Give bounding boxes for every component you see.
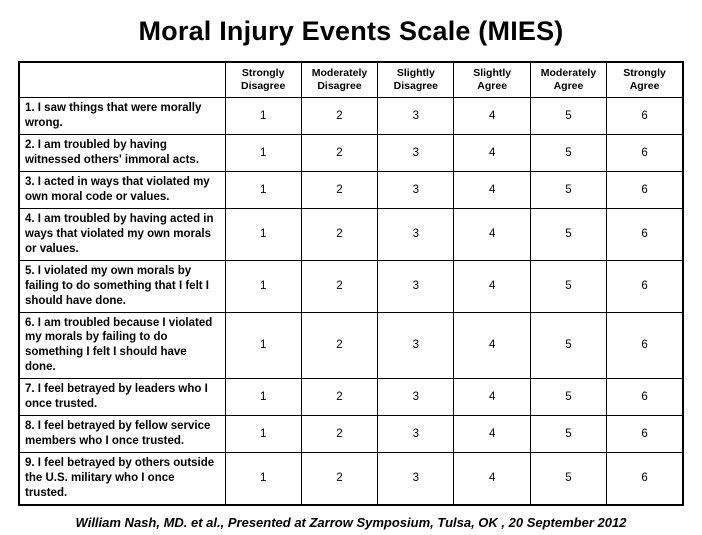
rating-value: 3 [378, 416, 454, 453]
item-label: 1. I saw things that were morally wrong. [19, 98, 225, 135]
table-row [19, 260, 683, 312]
rating-value: 1 [225, 453, 301, 505]
table-row [19, 416, 683, 453]
rating-value: 3 [378, 312, 454, 379]
rating-value: 6 [607, 172, 683, 209]
item-label: 4. I am troubled by having acted in ways that violated my own morals or values. [19, 208, 225, 260]
rating-value: 6 [607, 453, 683, 505]
rating-value: 6 [607, 135, 683, 172]
rating-value: 4 [454, 135, 530, 172]
rating-value: 3 [378, 379, 454, 416]
rating-value: 4 [454, 312, 530, 379]
rating-value: 5 [530, 260, 606, 312]
rating-value: 6 [607, 260, 683, 312]
column-header: Slightly Disagree [378, 62, 454, 98]
rating-value: 4 [454, 260, 530, 312]
rating-value: 1 [225, 260, 301, 312]
table-row [19, 208, 683, 260]
rating-value: 2 [301, 312, 377, 379]
rating-value: 5 [530, 416, 606, 453]
rating-value: 1 [225, 135, 301, 172]
column-header: Slightly Agree [454, 62, 530, 98]
item-label: 6. I am troubled because I violated my morals by failing to do something I felt I should have done. [19, 312, 225, 379]
rating-value: 2 [301, 379, 377, 416]
column-header: Strongly Disagree [225, 62, 301, 98]
rating-value: 4 [454, 416, 530, 453]
rating-value: 3 [378, 172, 454, 209]
rating-value: 1 [225, 379, 301, 416]
rating-value: 5 [530, 172, 606, 209]
rating-value: 2 [301, 416, 377, 453]
column-header: Moderately Agree [530, 62, 606, 98]
item-label: 9. I feel betrayed by others outside the U.S. military who I once trusted. [19, 453, 225, 505]
rating-value: 5 [530, 135, 606, 172]
rating-value: 4 [454, 98, 530, 135]
rating-value: 1 [225, 312, 301, 379]
table-row [19, 98, 683, 135]
table-row [19, 312, 683, 379]
rating-value: 6 [607, 208, 683, 260]
rating-value: 3 [378, 453, 454, 505]
rating-value: 5 [530, 453, 606, 505]
item-label: 5. I violated my own morals by failing to do something that I felt I should have done. [19, 260, 225, 312]
rating-value: 2 [301, 260, 377, 312]
rating-value: 3 [378, 98, 454, 135]
table-container [0, 61, 702, 506]
rating-value: 5 [530, 208, 606, 260]
item-label: 3. I acted in ways that violated my own moral code or values. [19, 172, 225, 209]
rating-value: 5 [530, 379, 606, 416]
rating-value: 6 [607, 379, 683, 416]
item-label: 2. I am troubled by having witnessed others' immoral acts. [19, 135, 225, 172]
rating-value: 4 [454, 172, 530, 209]
mies-table [18, 61, 684, 506]
page-title: Moral Injury Events Scale (MIES) [138, 16, 564, 46]
rating-value: 5 [530, 98, 606, 135]
table-row [19, 135, 683, 172]
rating-value: 1 [225, 416, 301, 453]
rating-value: 1 [225, 208, 301, 260]
citation-footer: William Nash, MD. et al., Presented at Zarrow Symposium, Tulsa, OK , 20 September 2012 [75, 514, 627, 530]
rating-value: 5 [530, 312, 606, 379]
rating-value: 2 [301, 135, 377, 172]
table-row [19, 453, 683, 505]
rating-value: 2 [301, 208, 377, 260]
item-label: 7. I feel betrayed by leaders who I once trusted. [19, 379, 225, 416]
rating-value: 4 [454, 208, 530, 260]
table-header-row [19, 62, 683, 98]
rating-value: 6 [607, 312, 683, 379]
rating-value: 3 [378, 260, 454, 312]
table-body [19, 98, 683, 505]
rating-value: 3 [378, 208, 454, 260]
rating-value: 1 [225, 98, 301, 135]
rating-value: 4 [454, 379, 530, 416]
rating-value: 1 [225, 172, 301, 209]
table-row [19, 172, 683, 209]
corner-cell [19, 62, 225, 98]
column-header: Moderately Disagree [301, 62, 377, 98]
rating-value: 2 [301, 453, 377, 505]
rating-value: 4 [454, 453, 530, 505]
item-label: 8. I feel betrayed by fellow service members who I once trusted. [19, 416, 225, 453]
rating-value: 2 [301, 98, 377, 135]
rating-value: 3 [378, 135, 454, 172]
rating-value: 6 [607, 416, 683, 453]
rating-value: 2 [301, 172, 377, 209]
rating-value: 6 [607, 98, 683, 135]
column-header: Strongly Agree [607, 62, 683, 98]
table-head [19, 62, 683, 98]
table-row [19, 379, 683, 416]
